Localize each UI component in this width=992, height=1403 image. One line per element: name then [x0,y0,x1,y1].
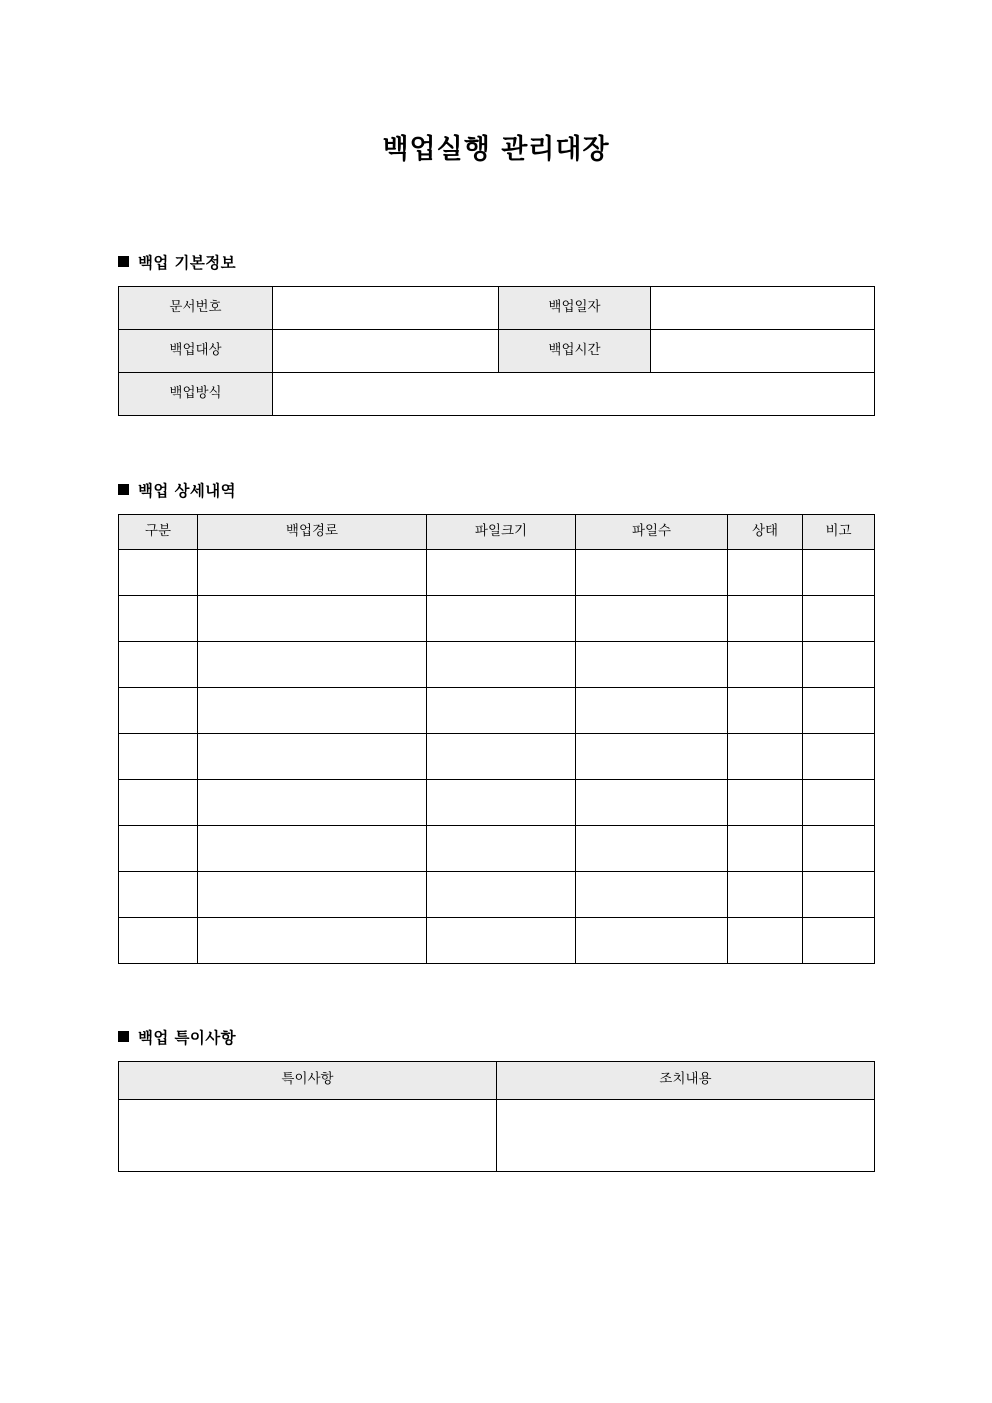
spacer-section1-to-section2 [118,416,874,479]
label-document-number: 문서번호 [119,286,273,329]
section-heading-basic-info [118,251,874,273]
cell-file-size[interactable] [427,641,576,687]
cell-status[interactable] [728,641,803,687]
field-backup-target[interactable] [273,329,499,372]
section-backup-notes [118,1026,874,1172]
field-backup-date[interactable] [651,286,875,329]
page-title: 백업실행 관리대장 [382,134,610,165]
spacer-title-to-section1 [118,167,874,251]
cell-file-size[interactable] [427,779,576,825]
column-header-remarks: 비고 [803,514,875,549]
cell-file-size[interactable] [427,549,576,595]
cell-backup-path[interactable] [198,733,427,779]
cell-file-size[interactable] [427,687,576,733]
table-row [119,372,875,415]
table-row [119,779,875,825]
cell-backup-path[interactable] [198,641,427,687]
cell-category[interactable] [119,641,198,687]
cell-remarks[interactable] [803,733,875,779]
label-backup-method: 백업방식 [119,372,273,415]
section-heading-label: 백업 상세내역 [138,481,237,500]
cell-file-size[interactable] [427,825,576,871]
section-heading-label: 백업 특이사항 [138,1028,237,1047]
filled-square-bullet-icon [118,256,129,267]
cell-category[interactable] [119,779,198,825]
cell-category[interactable] [119,825,198,871]
section-heading-label: 백업 기본정보 [138,253,237,272]
column-header-file-size: 파일크기 [427,514,576,549]
backup-details-table [118,514,875,964]
table-row [119,825,875,871]
cell-status[interactable] [728,779,803,825]
table-row [119,595,875,641]
column-header-backup-path: 백업경로 [198,514,427,549]
cell-status[interactable] [728,917,803,963]
field-backup-method[interactable] [273,372,875,415]
label-backup-target: 백업대상 [119,329,273,372]
cell-category[interactable] [119,595,198,641]
section-heading-backup-notes [118,1026,874,1048]
cell-action[interactable] [497,1099,875,1171]
cell-remarks[interactable] [803,595,875,641]
cell-file-size[interactable] [427,871,576,917]
cell-remarks[interactable] [803,779,875,825]
cell-remarks[interactable] [803,687,875,733]
cell-status[interactable] [728,825,803,871]
spacer-section2-to-section3 [118,964,874,1026]
cell-remarks[interactable] [803,871,875,917]
backup-notes-table [118,1061,875,1172]
cell-backup-path[interactable] [198,779,427,825]
cell-remarks[interactable] [803,917,875,963]
cell-status[interactable] [728,687,803,733]
column-header-file-count: 파일수 [576,514,728,549]
table-row [119,871,875,917]
table-row [119,286,875,329]
cell-note[interactable] [119,1099,497,1171]
table-row [119,917,875,963]
section-heading-backup-details [118,479,874,501]
label-backup-time: 백업시간 [499,329,651,372]
column-header-note: 특이사항 [119,1061,497,1099]
cell-file-count[interactable] [576,595,728,641]
filled-square-bullet-icon [118,1031,129,1042]
cell-file-count[interactable] [576,825,728,871]
table-row [119,1099,875,1171]
cell-backup-path[interactable] [198,871,427,917]
cell-backup-path[interactable] [198,825,427,871]
table-row [119,687,875,733]
cell-file-count[interactable] [576,779,728,825]
basic-info-table [118,286,875,416]
cell-status[interactable] [728,595,803,641]
table-header-row [119,514,875,549]
cell-status[interactable] [728,549,803,595]
section-basic-info [118,251,874,416]
cell-remarks[interactable] [803,549,875,595]
table-row [119,641,875,687]
field-document-number[interactable] [273,286,499,329]
cell-category[interactable] [119,871,198,917]
cell-file-count[interactable] [576,641,728,687]
label-backup-date: 백업일자 [499,286,651,329]
field-backup-time[interactable] [651,329,875,372]
cell-backup-path[interactable] [198,595,427,641]
cell-backup-path[interactable] [198,687,427,733]
column-header-category: 구분 [119,514,198,549]
table-row [119,549,875,595]
cell-backup-path[interactable] [198,549,427,595]
cell-status[interactable] [728,871,803,917]
cell-file-size[interactable] [427,595,576,641]
cell-file-count[interactable] [576,733,728,779]
cell-remarks[interactable] [803,825,875,871]
cell-category[interactable] [119,917,198,963]
filled-square-bullet-icon [118,484,129,495]
cell-category[interactable] [119,549,198,595]
cell-file-count[interactable] [576,687,728,733]
table-header-row [119,1061,875,1099]
column-header-action: 조치내용 [497,1061,875,1099]
table-row [119,733,875,779]
cell-category[interactable] [119,733,198,779]
cell-file-size[interactable] [427,917,576,963]
cell-category[interactable] [119,687,198,733]
cell-remarks[interactable] [803,641,875,687]
cell-backup-path[interactable] [198,917,427,963]
section-backup-details [118,479,874,964]
cell-status[interactable] [728,733,803,779]
column-header-status: 상태 [728,514,803,549]
cell-file-count[interactable] [576,917,728,963]
cell-file-count[interactable] [576,549,728,595]
table-row [119,329,875,372]
cell-file-count[interactable] [576,871,728,917]
cell-file-size[interactable] [427,733,576,779]
